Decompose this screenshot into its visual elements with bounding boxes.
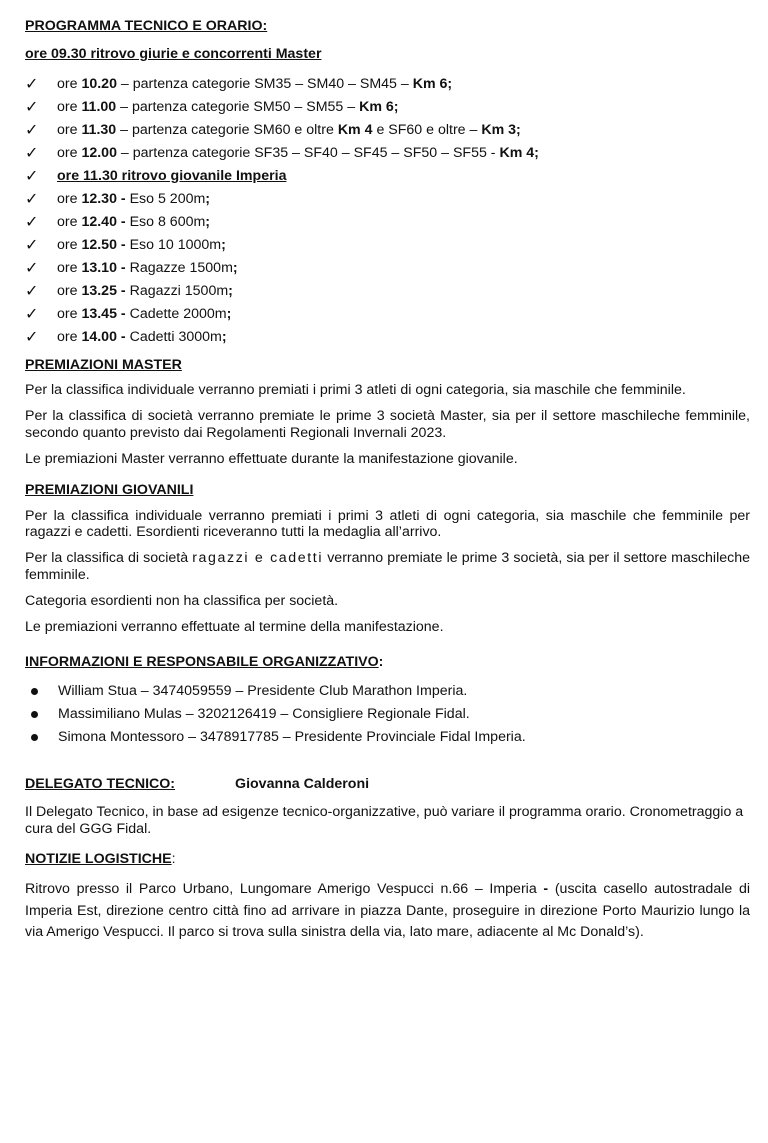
paragraph: Ritrovo presso il Parco Urbano, Lungomare Amerigo Vespucci n.66 – Imperia - (uscita casello autostradale di Imperia Est, direzione centro città fino ad arrivare in piazza Dante, proseguire in direzione Porto Maurizio lungo la via Amerigo Vespucci. Il parco si trova sulla sinistra della via, lato mare, adiacente al Mc Donald’s). bbox=[25, 881, 750, 940]
schedule-item: ✓ ore 11.30 – partenza categorie SM60 e oltre Km 4 e SF60 e oltre – Km 3; bbox=[25, 115, 750, 146]
check-icon: ✓ bbox=[25, 213, 39, 231]
delegato-heading: DELEGATO TECNICO: Giovanna Calderoni bbox=[25, 775, 370, 792]
contact-item: Massimiliano Mulas – 3202126419 – Consigliere Regionale Fidal. bbox=[25, 703, 750, 726]
paragraph: Il Delegato Tecnico, in base ad esigenze tecnico-organizzative, può variare il programma orario. Cronometraggio a cura del GGG Fidal. bbox=[25, 804, 744, 837]
paragraph: Le premiazioni verranno effettuate al termine della manifestazione. bbox=[25, 619, 444, 636]
premiazioni-master-heading: PREMIAZIONI MASTER bbox=[25, 356, 182, 373]
schedule-item: ✓ ore 13.45 - Cadette 2000m; bbox=[25, 299, 750, 330]
paragraph: Per la classifica individuale verranno premiati i primi 3 atleti di ogni categoria, sia maschile che femminile per ragazzi e cadetti. Esordienti riceveranno tutti la medaglia all’arrivo. bbox=[25, 507, 750, 540]
check-icon: ✓ bbox=[25, 75, 39, 93]
contacts-list bbox=[25, 680, 750, 749]
paragraph: Per la classifica di società verranno premiate le prime 3 società Master, sia per il settore maschileche femminile, secondo quanto previsto dai Regolamenti Regionali Invernali 2023. bbox=[25, 408, 750, 441]
check-icon: ✓ bbox=[25, 259, 39, 277]
bullet-icon bbox=[31, 711, 38, 718]
check-icon: ✓ bbox=[25, 236, 39, 254]
check-icon: ✓ bbox=[25, 144, 39, 162]
schedule-item: ✓ ore 12.30 - Eso 5 200m; bbox=[25, 184, 750, 215]
check-icon: ✓ bbox=[25, 305, 39, 323]
paragraph: Le premiazioni Master verranno effettuate durante la manifestazione giovanile. bbox=[25, 450, 518, 467]
contact-item: Simona Montessoro – 3478917785 – Presidente Provinciale Fidal Imperia. bbox=[25, 726, 750, 749]
check-icon: ✓ bbox=[25, 190, 39, 208]
schedule-item: ✓ ore 10.20 – partenza categorie SM35 – SM40 – SM45 – Km 6; bbox=[25, 69, 750, 100]
page-title: PROGRAMMA TECNICO E ORARIO: bbox=[25, 18, 268, 34]
info-heading: INFORMAZIONI E RESPONSABILE ORGANIZZATIVO: bbox=[25, 653, 384, 670]
paragraph: Per la classifica di società ragazzi e cadetti verranno premiate le prime 3 società, sia per il settore maschileche femminile. bbox=[25, 550, 750, 583]
schedule-item: ✓ ore 13.10 - Ragazze 1500m; bbox=[25, 253, 750, 284]
logistica-heading: NOTIZIE LOGISTICHE: bbox=[25, 850, 176, 867]
paragraph: Per la classifica individuale verranno premiati i primi 3 atleti di ogni categoria, sia maschile che femminile. bbox=[25, 381, 686, 398]
premiazioni-giovanili-heading: PREMIAZIONI GIOVANILI bbox=[25, 482, 194, 499]
schedule-item: ✓ ore 12.50 - Eso 10 1000m; bbox=[25, 230, 750, 261]
check-icon: ✓ bbox=[25, 282, 39, 300]
schedule-item: ✓ ore 14.00 - Cadetti 3000m; bbox=[25, 322, 750, 353]
schedule-item-youth-title: ✓ ore 11.30 ritrovo giovanile Imperia bbox=[25, 161, 750, 192]
check-icon: ✓ bbox=[25, 328, 39, 346]
document bbox=[25, 18, 750, 953]
schedule-item: ✓ ore 13.25 - Ragazzi 1500m; bbox=[25, 276, 750, 307]
check-icon: ✓ bbox=[25, 121, 39, 139]
paragraph: Categoria esordienti non ha classifica per società. bbox=[25, 592, 339, 609]
master-gathering-title: ore 09.30 ritrovo giurie e concorrenti Master bbox=[25, 46, 322, 63]
schedule-item: ✓ ore 11.00 – partenza categorie SM50 – SM55 – Km 6; bbox=[25, 92, 750, 123]
schedule-list bbox=[25, 69, 750, 353]
contact-item: William Stua – 3474059559 – Presidente Club Marathon Imperia. bbox=[25, 680, 750, 703]
delegato-name: Giovanna Calderoni bbox=[235, 775, 370, 792]
schedule-item: ✓ ore 12.40 - Eso 8 600m; bbox=[25, 207, 750, 238]
bullet-icon bbox=[31, 688, 38, 695]
schedule-item: ✓ ore 12.00 – partenza categorie SF35 – SF40 – SF45 – SF50 – SF55 - Km 4; bbox=[25, 138, 750, 169]
check-icon: ✓ bbox=[25, 167, 39, 185]
bullet-icon bbox=[31, 734, 38, 741]
check-icon: ✓ bbox=[25, 98, 39, 116]
